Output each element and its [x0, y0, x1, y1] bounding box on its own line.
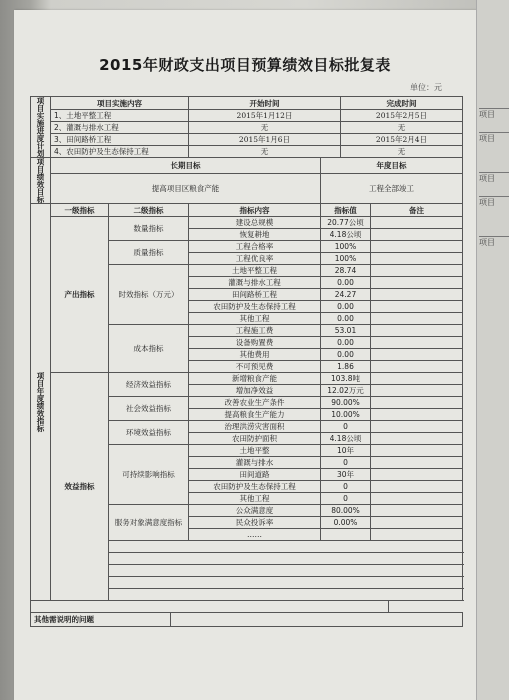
indicator-value: 0	[321, 421, 371, 433]
indicator-value: 103.8吨	[321, 373, 371, 385]
indicator-remark	[371, 481, 463, 493]
progress-start: 无	[189, 122, 341, 134]
edge-label: 项目	[479, 108, 509, 120]
col-header-long-term: 长期目标	[51, 158, 321, 174]
indicator-content: 新增粮食产能	[189, 373, 321, 385]
indicator-value: 100%	[321, 253, 371, 265]
level2-quality: 质量指标	[109, 241, 189, 265]
indicator-value: 20.77公顷	[321, 217, 371, 229]
progress-content: 3、田间路桥工程	[51, 134, 189, 146]
indicator-content: 土地平整工程	[189, 265, 321, 277]
indicator-value: 0	[321, 493, 371, 505]
indicator-content: 田间道路	[189, 469, 321, 481]
indicator-content: 工程优良率	[189, 253, 321, 265]
blank-row	[109, 589, 463, 601]
indicator-value: 24.27	[321, 289, 371, 301]
indicator-content: 增加净效益	[189, 385, 321, 397]
col-header-end: 完成时间	[341, 97, 463, 110]
indicator-remark	[371, 469, 463, 481]
indicator-remark	[371, 457, 463, 469]
indicator-value: 0.00	[321, 313, 371, 325]
indicator-content: 农田防护及生态保持工程	[189, 481, 321, 493]
indicator-remark	[371, 373, 463, 385]
progress-end: 2015年2月4日	[341, 134, 463, 146]
level2-sustainability: 可持续影响指标	[109, 445, 189, 505]
indicator-ellipsis: ……	[189, 529, 321, 541]
edge-label: 项目	[479, 172, 509, 184]
indicator-remark	[371, 301, 463, 313]
indicator-remark	[371, 289, 463, 301]
indicator-content: 土地平整	[189, 445, 321, 457]
indicator-remark	[371, 277, 463, 289]
target-approval-table	[30, 96, 463, 627]
indicator-remark	[371, 493, 463, 505]
section2-label: 项目绩效目标	[31, 158, 51, 204]
indicator-content: 民众投诉率	[189, 517, 321, 529]
indicator-value: 10.00%	[321, 409, 371, 421]
col-header-level1: 一级指标	[51, 204, 109, 217]
indicator-content: 工程施工费	[189, 325, 321, 337]
indicator-value	[321, 529, 371, 541]
progress-end: 2015年2月5日	[341, 110, 463, 122]
unit-label: 单位：元	[410, 83, 442, 92]
section3-label: 项目年度绩效指标	[31, 204, 51, 601]
col-header-content: 项目实施内容	[51, 97, 189, 110]
indicator-content: 公众满意度	[189, 505, 321, 517]
indicator-value: 0.00	[321, 337, 371, 349]
level2-satisfaction: 服务对象满意度指标	[109, 505, 189, 541]
indicator-value: 0.00	[321, 349, 371, 361]
level2-economic: 经济效益指标	[109, 373, 189, 397]
indicator-content: 恢复耕地	[189, 229, 321, 241]
indicator-value: 80.00%	[321, 505, 371, 517]
indicator-remark	[371, 433, 463, 445]
indicator-remark	[371, 313, 463, 325]
indicator-content: 其他费用	[189, 349, 321, 361]
indicator-content: 提高粮食生产能力	[189, 409, 321, 421]
indicator-remark	[371, 445, 463, 457]
annual-goal: 工程全部竣工	[321, 174, 463, 204]
level2-social: 社会效益指标	[109, 397, 189, 421]
progress-content: 2、灌溉与排水工程	[51, 122, 189, 134]
indicator-value: 100%	[321, 241, 371, 253]
indicator-content: 灌溉与排水工程	[189, 277, 321, 289]
level1-output: 产出指标	[51, 217, 109, 373]
indicator-content: 田间路桥工程	[189, 289, 321, 301]
level2-quantity: 数量指标	[109, 217, 189, 241]
indicator-value: 30年	[321, 469, 371, 481]
level1-benefit: 效益指标	[51, 373, 109, 601]
footer-label: 其他需说明的问题	[31, 613, 171, 627]
indicator-remark	[371, 325, 463, 337]
indicator-content: 工程合格率	[189, 241, 321, 253]
indicator-value: 0.00	[321, 277, 371, 289]
indicator-value: 10年	[321, 445, 371, 457]
blank-row	[109, 577, 463, 589]
blank-row	[109, 553, 463, 565]
indicator-remark	[371, 397, 463, 409]
level2-cost: 成本指标	[109, 325, 189, 373]
indicator-remark	[371, 229, 463, 241]
indicator-value: 90.00%	[321, 397, 371, 409]
indicator-content: 治理洪涝灾害面积	[189, 421, 321, 433]
col-header-indicator: 指标内容	[189, 204, 321, 217]
edge-label: 项目	[479, 196, 509, 208]
document-title: 2015年财政支出项目预算绩效目标批复表	[99, 56, 391, 74]
col-header-start: 开始时间	[189, 97, 341, 110]
indicator-value: 0	[321, 481, 371, 493]
col-header-remark: 备注	[371, 204, 463, 217]
indicator-value: 0.00	[321, 301, 371, 313]
col-header-annual: 年度目标	[321, 158, 463, 174]
indicator-value: 28.74	[321, 265, 371, 277]
progress-end: 无	[341, 122, 463, 134]
col-header-level2: 二级指标	[109, 204, 189, 217]
indicator-remark	[371, 505, 463, 517]
edge-label: 项目	[479, 132, 509, 144]
indicator-remark	[371, 253, 463, 265]
indicator-remark	[371, 361, 463, 373]
blank-row	[31, 601, 389, 613]
progress-start: 无	[189, 146, 341, 158]
indicator-content: 农田防护面积	[189, 433, 321, 445]
indicator-value: 53.01	[321, 325, 371, 337]
indicator-value: 4.18公顷	[321, 229, 371, 241]
progress-content: 4、农田防护及生态保持工程	[51, 146, 189, 158]
indicator-value: 1.86	[321, 361, 371, 373]
indicator-value: 12.02万元	[321, 385, 371, 397]
blank-row	[109, 541, 463, 553]
blank-row	[109, 565, 463, 577]
indicator-value: 4.18公顷	[321, 433, 371, 445]
edge-label: 项目	[479, 236, 509, 248]
progress-content: 1、土地平整工程	[51, 110, 189, 122]
progress-start: 2015年1月6日	[189, 134, 341, 146]
indicator-remark	[371, 337, 463, 349]
indicator-remark	[371, 421, 463, 433]
long-term-goal: 提高项目区粮食产能	[51, 174, 321, 204]
indicator-remark	[371, 385, 463, 397]
indicator-remark	[371, 265, 463, 277]
indicator-remark	[371, 517, 463, 529]
indicator-remark	[371, 409, 463, 421]
indicator-content: 设备购置费	[189, 337, 321, 349]
indicator-content: 其他工程	[189, 313, 321, 325]
indicator-remark	[371, 241, 463, 253]
col-header-value: 指标值	[321, 204, 371, 217]
section1-label: 项目实施进度计划	[31, 97, 51, 158]
indicator-content: 改善农业生产条件	[189, 397, 321, 409]
level2-environment: 环境效益指标	[109, 421, 189, 445]
indicator-value: 0	[321, 457, 371, 469]
indicator-content: 不可预见费	[189, 361, 321, 373]
indicator-remark	[371, 217, 463, 229]
adjacent-page-edge	[476, 0, 509, 700]
indicator-content: 灌溉与排水	[189, 457, 321, 469]
indicator-remark	[371, 349, 463, 361]
progress-end: 无	[341, 146, 463, 158]
indicator-value: 0.00%	[321, 517, 371, 529]
indicator-content: 建设总规模	[189, 217, 321, 229]
level2-timeliness: 时效指标（万元）	[109, 265, 189, 325]
indicator-remark	[371, 529, 463, 541]
indicator-content: 农田防护及生态保持工程	[189, 301, 321, 313]
footer-content	[171, 613, 463, 627]
indicator-content: 其他工程	[189, 493, 321, 505]
progress-start: 2015年1月12日	[189, 110, 341, 122]
